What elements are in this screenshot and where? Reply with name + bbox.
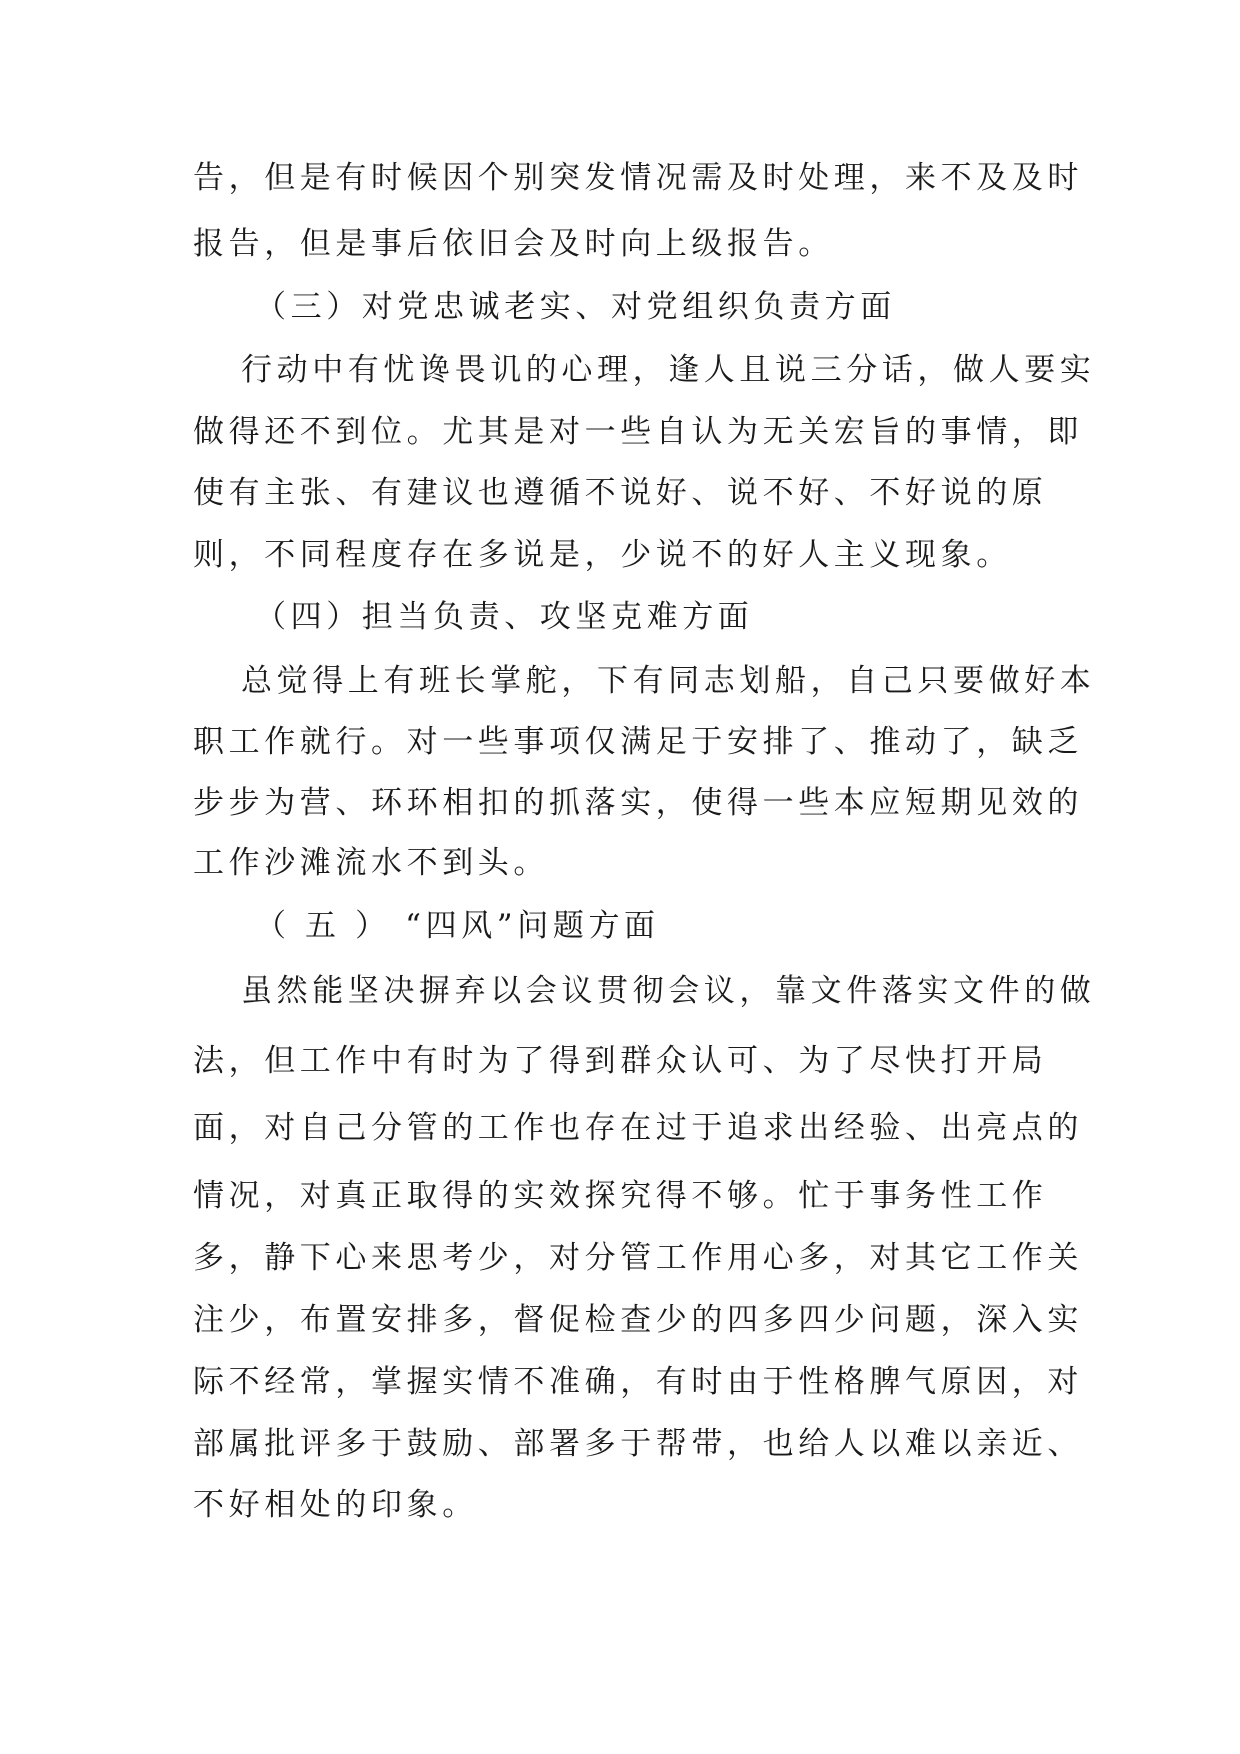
body-text-line: 面，对自己分管的工作也存在过于追求出经验、出亮点的 xyxy=(193,1110,1083,1146)
body-text-line: 情况，对真正取得的实效探究得不够。忙于事务性工作 xyxy=(193,1178,1048,1214)
body-text-line: 工作沙滩流水不到头。 xyxy=(193,845,549,881)
body-text-line: 不好相处的印象。 xyxy=(193,1487,478,1523)
body-text-line: 做得还不到位。尤其是对一些自认为无关宏旨的事情，即 xyxy=(193,414,1083,450)
body-text-line: 则，不同程度存在多说是，少说不的好人主义现象。 xyxy=(193,537,1012,573)
body-text-line: 职工作就行。对一些事项仅满足于安排了、推动了，缺乏 xyxy=(193,724,1083,760)
body-text-line: 际不经常，掌握实情不准确，有时由于性格脾气原因，对 xyxy=(193,1364,1083,1400)
body-text-line: 虽然能坚决摒弃以会议贯彻会议，靠文件落实文件的做 xyxy=(241,973,1096,1009)
body-text-line: 多，静下心来思考少，对分管工作用心多，对其它工作关 xyxy=(193,1240,1083,1276)
body-text-line: 告，但是有时候因个别突发情况需及时处理，来不及及时 xyxy=(193,160,1083,196)
body-text-line: 注少，布置安排多，督促检查少的四多四少问题，深入实 xyxy=(193,1302,1083,1338)
body-text-line: 报告，但是事后依旧会及时向上级报告。 xyxy=(193,226,834,262)
body-text-line: 部属批评多于鼓励、部署多于帮带，也给人以难以亲近、 xyxy=(193,1426,1083,1462)
section-heading-5: （ 五 ） “四风”问题方面 xyxy=(255,908,660,944)
body-text-line: 步步为营、环环相扣的抓落实，使得一些本应短期见效的 xyxy=(193,785,1083,821)
body-text-line: 总觉得上有班长掌舵，下有同志划船，自己只要做好本 xyxy=(241,663,1096,699)
section-heading-4: （四）担当负责、攻坚克难方面 xyxy=(255,599,754,635)
body-text-line: 法，但工作中有时为了得到群众认可、为了尽快打开局 xyxy=(193,1043,1048,1079)
section-heading-3: （三）对党忠诚老实、对党组织负责方面 xyxy=(255,289,896,325)
body-text-line: 使有主张、有建议也遵循不说好、说不好、不好说的原 xyxy=(193,475,1048,511)
body-text-line: 行动中有忧谗畏讥的心理，逢人且说三分话，做人要实 xyxy=(241,352,1096,388)
